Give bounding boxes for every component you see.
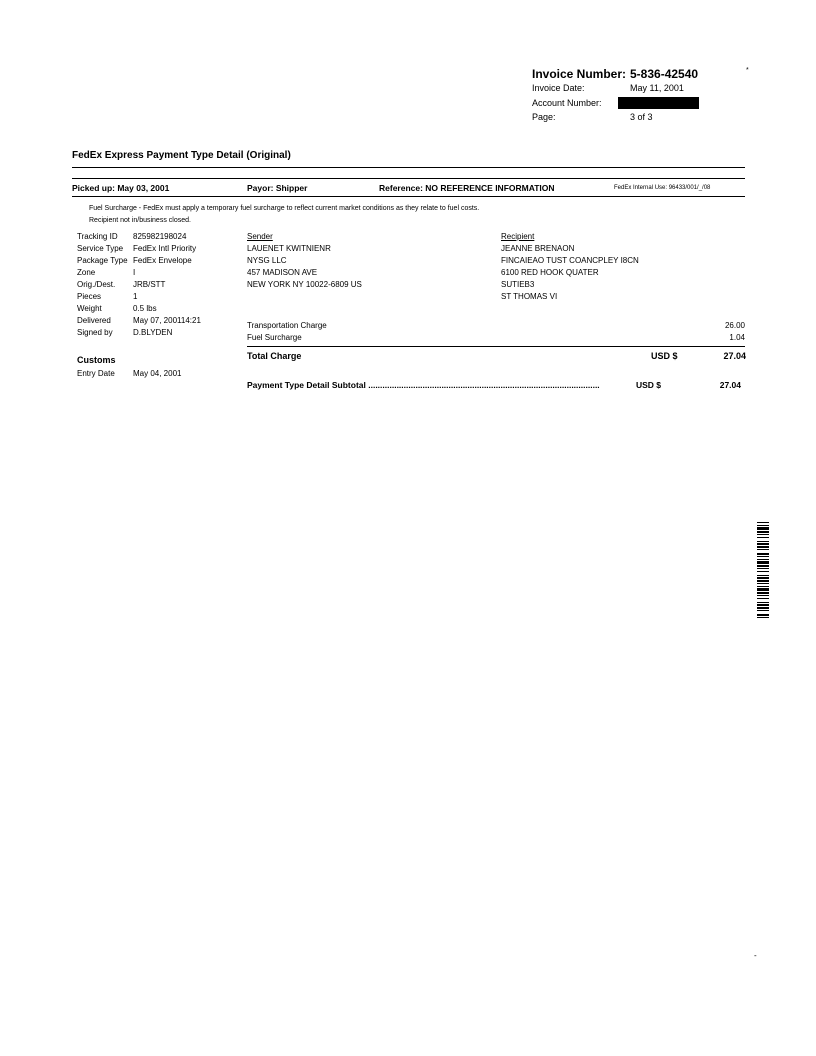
invoice-number: 5-836-42540 [630,67,699,81]
sender-heading: Sender [247,232,273,241]
barcode-bar [757,543,769,545]
footer-mark: - [754,951,757,960]
recipient-line: JEANNE BRENAON [501,244,575,253]
barcode-bar [757,610,769,611]
barcode-bar [757,617,769,618]
sender-line: LAUENET KWITNIENR [247,244,331,253]
signed-by-value: D.BLYDEN [133,328,173,337]
delivered-value: May 07, 200114:21 [133,316,201,325]
tracking-id-label: Tracking ID [77,232,118,241]
sender-line: NEW YORK NY 10022-6809 US [247,280,362,289]
barcode-bar [757,595,769,596]
sender-line: NYSG LLC [247,256,287,265]
barcode-bar [757,541,769,542]
fuel-surcharge-amount: 1.04 [729,333,745,342]
zone-label: Zone [77,268,96,277]
barcode-bar [757,525,769,526]
total-charge-currency: USD $ [651,351,678,361]
barcode-bar [757,598,769,599]
section-title: FedEx Express Payment Type Detail (Original) [72,150,291,161]
picked-up-date: Picked up: May 03, 2001 [72,183,170,193]
weight-label: Weight [77,304,102,313]
barcode-bar [757,534,769,535]
barcode-bar [757,559,769,560]
barcode-bar [757,571,769,572]
barcode [757,522,769,620]
tracking-id-value: 825982198024 [133,232,187,241]
subtotal-label: Payment Type Detail Subtotal .................................................................................................. [247,380,600,390]
recipient-heading: Recipient [501,232,535,241]
pieces-value: 1 [133,292,138,301]
page-number: 3 of 3 [630,112,653,122]
total-charge-label: Total Charge [247,351,302,361]
barcode-bar [757,575,769,576]
invoice-date: May 11, 2001 [630,83,684,93]
sender-line: 457 MADISON AVE [247,268,318,277]
barcode-bar [757,553,769,555]
page-label: Page: [532,112,556,122]
orig-dest-label: Orig./Dest. [77,280,116,289]
barcode-bar [757,577,769,579]
internal-use: FedEx Internal Use: 96433/001/_/08 [614,185,711,191]
notice-line-2: Recipient not in/business closed. [89,217,191,224]
customs-title: Customs [77,355,116,365]
barcode-bar [757,549,769,550]
barcode-bar [757,586,769,587]
barcode-bar [757,607,769,609]
barcode-bar [757,561,769,564]
barcode-bar [757,546,769,548]
account-number-label: Account Number: [532,98,602,108]
notice-line-1: Fuel Surcharge - FedEx must apply a temporary fuel surcharge to reflect current market conditions as they relate to fuel costs. [89,205,480,212]
recipient-line: SUTIEB3 [501,280,535,289]
reference: Reference: NO REFERENCE INFORMATION [379,183,555,193]
barcode-bar [757,580,769,582]
barcode-bar [757,556,769,557]
recipient-line: 6100 RED HOOK QUATER [501,268,599,277]
transportation-charge-amount: 26.00 [724,321,745,330]
subtotal-amount: 27.04 [719,380,741,390]
pieces-label: Pieces [77,292,102,301]
barcode-bar [757,537,769,538]
barcode-bar [757,527,769,530]
payor: Payor: Shipper [247,183,308,193]
corner-mark: * [746,67,749,74]
barcode-bar [757,604,769,606]
summary-bottom-divider [72,196,745,197]
total-charge-amount: 27.04 [723,351,746,361]
barcode-bar [757,583,769,584]
recipient-line: ST THOMAS VI [501,292,558,301]
entry-date-value: May 04, 2001 [133,369,182,378]
package-type-label: Package Type [77,256,128,265]
barcode-bar [757,531,769,533]
delivered-label: Delivered [77,316,111,325]
barcode-bar [757,614,769,616]
service-type-label: Service Type [77,244,124,253]
title-divider [72,167,745,168]
signed-by-label: Signed by [77,328,113,337]
account-number-redaction [618,97,699,109]
barcode-bar [757,602,769,603]
invoice-number-label: Invoice Number: [532,67,627,81]
barcode-bar [757,588,769,591]
package-type-value: FedEx Envelope [133,256,192,265]
invoice-date-label: Invoice Date: [532,83,585,93]
barcode-bar [757,568,769,569]
total-divider [247,346,745,347]
zone-value: I [133,268,136,277]
barcode-bar [757,565,769,567]
service-type-value: FedEx Intl Priority [133,244,197,253]
barcode-bar [757,592,769,594]
summary-top-divider [72,178,745,179]
fuel-surcharge-label: Fuel Surcharge [247,333,302,342]
orig-dest-value: JRB/STT [133,280,166,289]
weight-value: 0.5 lbs [133,304,157,313]
recipient-line: FINCAIEAO TUST COANCPLEY I8CN [501,256,639,265]
transportation-charge-label: Transportation Charge [247,321,327,330]
entry-date-label: Entry Date [77,369,115,378]
subtotal-currency: USD $ [636,380,662,390]
barcode-bar [757,522,769,523]
